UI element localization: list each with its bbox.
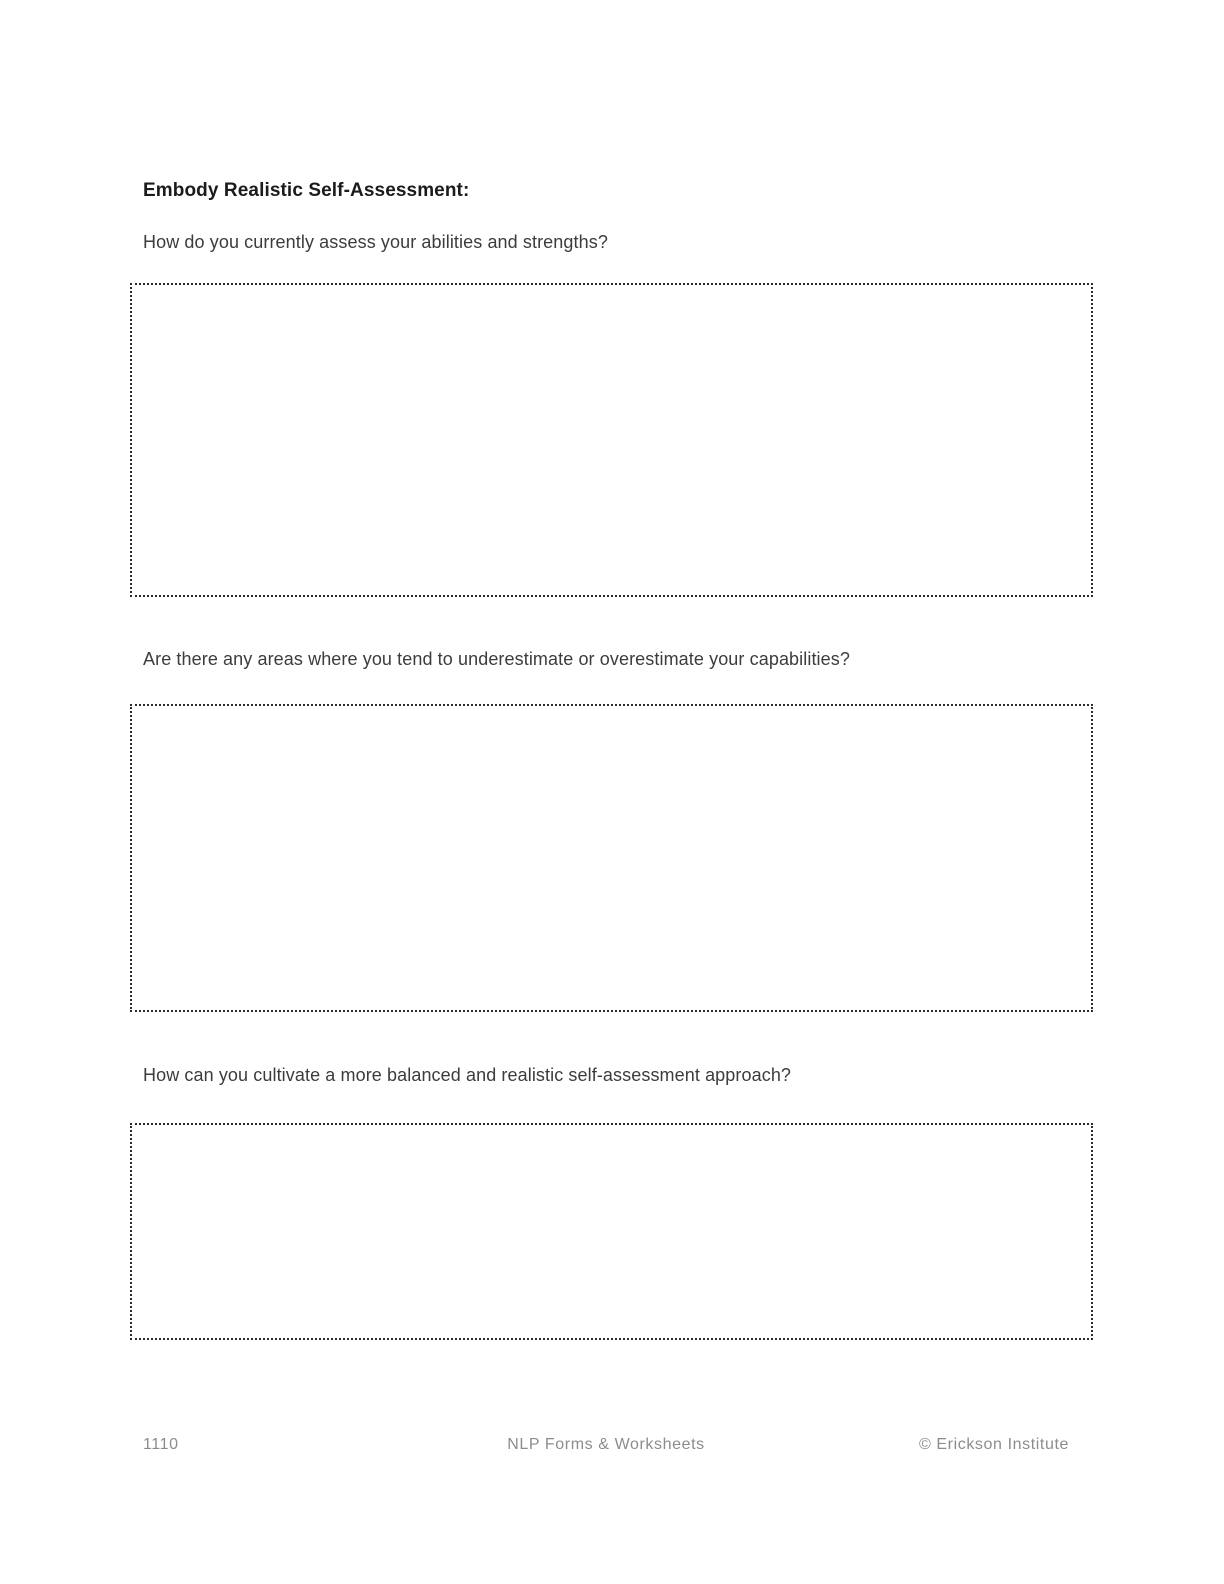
footer-page-number: 1110 xyxy=(143,1436,179,1453)
question-2-label: Are there any areas where you tend to underestimate or overestimate your capabilities? xyxy=(143,649,850,669)
footer-copyright: © Erickson Institute xyxy=(918,1436,1069,1453)
question-3-label: How can you cultivate a more balanced and realistic self-assessment approach? xyxy=(143,1065,792,1085)
answer-box-3[interactable] xyxy=(130,1123,1093,1340)
footer-document-title: NLP Forms & Worksheets xyxy=(507,1436,705,1453)
answer-box-1[interactable] xyxy=(130,283,1093,597)
section-heading: Embody Realistic Self-Assessment: xyxy=(143,180,470,201)
page-footer xyxy=(0,1436,1224,1454)
question-1-label: How do you currently assess your abilities and strengths? xyxy=(143,232,608,252)
answer-box-2[interactable] xyxy=(130,704,1093,1012)
